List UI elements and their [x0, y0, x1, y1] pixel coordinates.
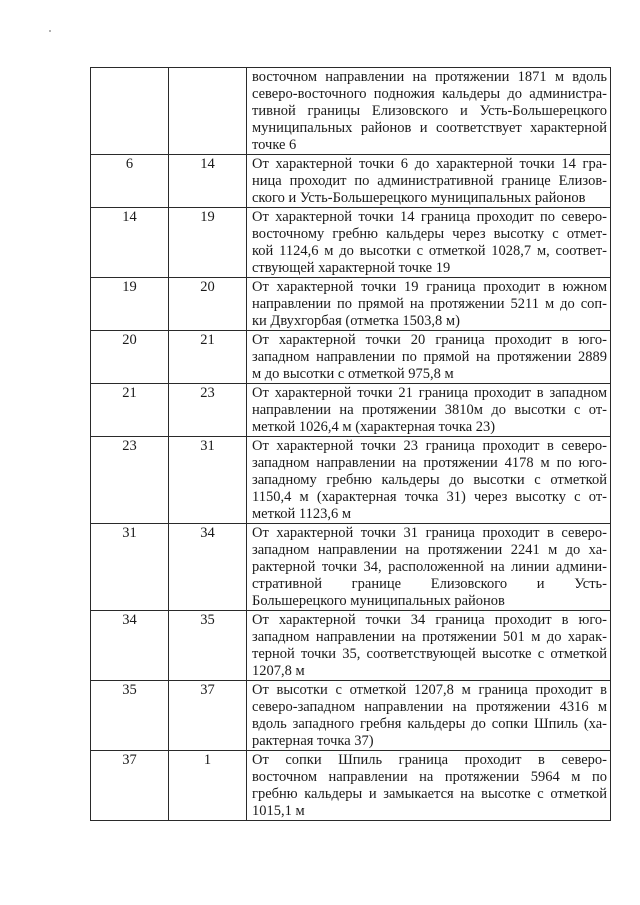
table-body: [91, 68, 611, 821]
table-row: [91, 331, 611, 384]
description-line: От характерной точки 20 граница проходит в юго-: [252, 332, 607, 348]
description-line: гребню кальдеры и замыкается на высотке с отметкой: [252, 786, 607, 802]
description-line: От характерной точки 23 граница проходит в северо-: [252, 438, 607, 454]
table-row: [91, 681, 611, 751]
description-line: восточном направлении на протяжении 1871 м вдоль: [252, 69, 607, 85]
description-line: вдоль западного гребня кальдеры до сопки Шпиль (ха-: [252, 716, 607, 732]
boundary-description-cell: [247, 331, 611, 384]
description-line: От характерной точки 31 граница проходит в северо-: [252, 525, 607, 541]
table-row: [91, 524, 611, 611]
description-line: ки Двухгорбая (отметка 1503,8 м): [252, 313, 460, 329]
boundary-description-table: [90, 67, 611, 821]
to-point-cell: 23: [169, 384, 247, 437]
to-point-cell: [169, 68, 247, 155]
description-line: точке 6: [252, 137, 297, 153]
from-point-cell: 31: [91, 524, 169, 611]
to-point-cell: 20: [169, 278, 247, 331]
description-line: 1150,4 м (характерная точка 31) через высотку с от-: [252, 489, 607, 505]
to-point-cell: 1: [169, 751, 247, 821]
description-line: От характерной точки 34 граница проходит в юго-: [252, 612, 607, 628]
boundary-description-cell: [247, 681, 611, 751]
table-row: [91, 611, 611, 681]
from-point-cell: 21: [91, 384, 169, 437]
boundary-description-cell: [247, 384, 611, 437]
from-point-cell: 34: [91, 611, 169, 681]
description-line: западном направлении по прямой на протяжении 2889: [252, 349, 607, 365]
description-line: восточному гребню кальдеры через высотку с отмет-: [252, 226, 607, 242]
description-line: рактерная точка 37): [252, 733, 374, 749]
description-line: От характерной точки 14 граница проходит по северо-: [252, 209, 607, 225]
to-point-cell: 31: [169, 437, 247, 524]
description-line: От характерной точки 19 граница проходит в южном: [252, 279, 607, 295]
description-line: направлении на протяжении 3810м до высотки с от-: [252, 402, 607, 418]
description-line: западном направлении на протяжении 2241 м до ха-: [252, 542, 607, 558]
to-point-cell: 19: [169, 208, 247, 278]
table-row: [91, 155, 611, 208]
to-point-cell: 35: [169, 611, 247, 681]
description-line: От сопки Шпиль граница проходит в северо-: [252, 752, 607, 768]
description-line: тивной границы Елизовского и Усть-Большерецкого: [252, 103, 607, 119]
from-point-cell: 19: [91, 278, 169, 331]
table-row: [91, 437, 611, 524]
description-line: северо-восточного подножия кальдеры до администра-: [252, 86, 607, 102]
from-point-cell: 35: [91, 681, 169, 751]
boundary-description-cell: [247, 155, 611, 208]
description-line: северо-западном направлении на протяжении 4316 м: [252, 699, 607, 715]
description-line: Большерецкого муниципальных районов: [252, 593, 505, 609]
description-line: терной точки 35, соответствующей высотке с отметкой: [252, 646, 607, 662]
boundary-description-cell: [247, 751, 611, 821]
boundary-description-cell: [247, 278, 611, 331]
boundary-description-cell: [247, 208, 611, 278]
description-line: От характерной точки 21 граница проходит в западном: [252, 385, 607, 401]
description-line: ница проходит по административной границе Елизов-: [252, 173, 607, 189]
description-line: м до высотки с отметкой 975,8 м: [252, 366, 454, 382]
description-line: направлении по прямой на протяжении 5211 м до соп-: [252, 296, 607, 312]
to-point-cell: 21: [169, 331, 247, 384]
to-point-cell: 37: [169, 681, 247, 751]
description-line: западном направлении на протяжении 501 м до харак-: [252, 629, 607, 645]
description-line: восточном направлении на протяжении 5964 м по: [252, 769, 607, 785]
description-line: От высотки с отметкой 1207,8 м граница проходит в: [252, 682, 607, 698]
description-line: ского и Усть-Большерецкого муниципальных районов: [252, 190, 586, 206]
description-line: кой 1124,6 м до высотки с отметкой 1028,7 м, соответ-: [252, 243, 607, 259]
from-point-cell: [91, 68, 169, 155]
scan-dot-mark: [49, 30, 51, 32]
boundary-description-cell: [247, 524, 611, 611]
table-row: [91, 208, 611, 278]
description-line: рактерной точки 34, расположенной на линии админи-: [252, 559, 607, 575]
table-row: [91, 384, 611, 437]
description-line: 1207,8 м: [252, 663, 305, 679]
description-line: меткой 1123,6 м: [252, 506, 352, 522]
from-point-cell: 23: [91, 437, 169, 524]
description-line: ствующей характерной точке 19: [252, 260, 451, 276]
to-point-cell: 14: [169, 155, 247, 208]
description-line: западному гребню кальдеры до высотки с отметкой: [252, 472, 607, 488]
from-point-cell: 20: [91, 331, 169, 384]
description-line: 1015,1 м: [252, 803, 305, 819]
to-point-cell: 34: [169, 524, 247, 611]
boundary-description-cell: [247, 68, 611, 155]
table-row: [91, 68, 611, 155]
description-line: муниципальных районов и соответствует характерной: [252, 120, 607, 136]
description-line: западном направлении на протяжении 4178 м по юго-: [252, 455, 607, 471]
table-row: [91, 751, 611, 821]
description-line: стративной границе Елизовского и Усть-: [252, 576, 607, 592]
boundary-description-cell: [247, 437, 611, 524]
from-point-cell: 6: [91, 155, 169, 208]
description-line: меткой 1026,4 м (характерная точка 23): [252, 419, 496, 435]
table-row: [91, 278, 611, 331]
from-point-cell: 14: [91, 208, 169, 278]
boundary-description-cell: [247, 611, 611, 681]
from-point-cell: 37: [91, 751, 169, 821]
description-line: От характерной точки 6 до характерной точки 14 гра-: [252, 156, 607, 172]
